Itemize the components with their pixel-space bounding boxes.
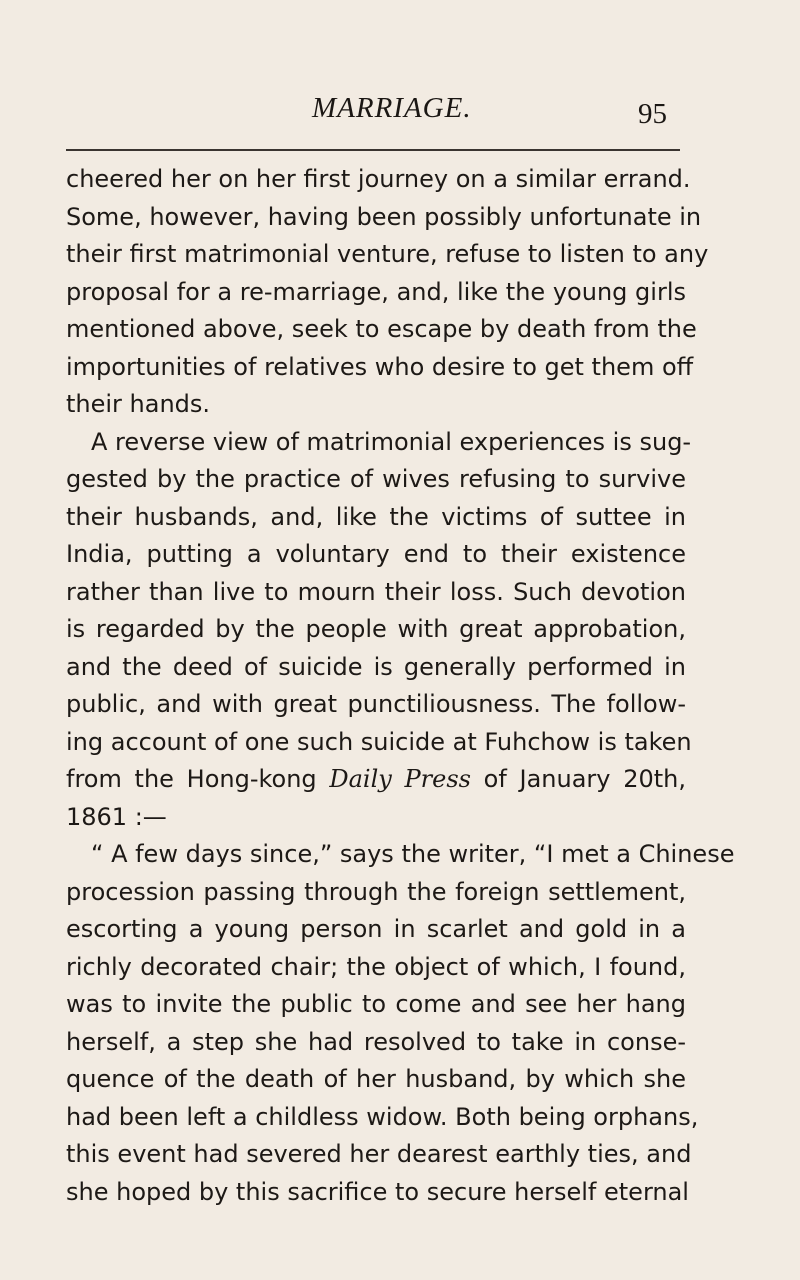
text-line: their husbands, and, like the victims of suttee in xyxy=(66,502,686,531)
text-line: and the deed of suicide is generally performed in xyxy=(66,652,686,681)
text-line: richly decorated chair; the object of which, I found, xyxy=(66,952,686,981)
text-line: quence of the death of her husband, by which she xyxy=(66,1065,686,1093)
paragraph-end-line: their hands. xyxy=(66,390,211,418)
text-line: mentioned above, seek to escape by death from the xyxy=(66,315,697,343)
paragraph-end-line: 1861 :— xyxy=(66,802,167,831)
text-line: escorting a young person in scarlet and gold in a xyxy=(66,915,686,943)
text-line: their first matrimonial venture, refuse to listen to any xyxy=(66,240,709,268)
text-line: Some, however, having been possibly unfortunate in xyxy=(66,202,702,231)
text-line: she hoped by this sacrifice to secure herself eternal xyxy=(66,1177,689,1206)
text-line: public, and with great punctiliousness. The follow- xyxy=(66,690,686,718)
text-line: rather than live to mourn their loss. Such devotion xyxy=(66,577,686,606)
text-line: was to invite the public to come and see her hang xyxy=(66,990,686,1018)
citation-text-before: from the Hong-kong xyxy=(66,765,330,793)
newspaper-title: Daily Press xyxy=(329,765,471,793)
citation-text-after: of January 20th, xyxy=(470,765,686,793)
text-line: this event had severed her dearest earthly ties, and xyxy=(66,1140,692,1168)
paragraph-first-line: A reverse view of matrimonial experiences is sug- xyxy=(91,427,692,456)
page-number: 95 xyxy=(638,98,667,130)
text-line: procession passing through the foreign settlement, xyxy=(66,877,686,906)
text-line: herself, a step she had resolved to take in conse- xyxy=(66,1027,686,1056)
text-line: had been left a childless widow. Both being orphans, xyxy=(66,1102,699,1131)
text-line: gested by the practice of wives refusing to survive xyxy=(66,465,686,493)
quotation-first-line: “ A few days since,” says the writer, “I met a Chinese xyxy=(91,840,735,868)
running-head xyxy=(0,90,800,130)
text-line: is regarded by the people with great approbation, xyxy=(66,615,686,643)
text-line: proposal for a re-marriage, and, like the young girls xyxy=(66,277,686,306)
header-rule xyxy=(66,149,680,151)
text-line: India, putting a voluntary end to their existence xyxy=(66,540,686,568)
citation-line xyxy=(66,761,686,799)
text-line: ing account of one such suicide at Fuhchow is taken xyxy=(66,727,692,756)
body-text xyxy=(66,161,735,1211)
text-line: importunities of relatives who desire to get them off xyxy=(66,352,694,381)
running-title: MARRIAGE. xyxy=(312,92,472,124)
text-line: cheered her on her first journey on a similar errand. xyxy=(66,165,691,193)
